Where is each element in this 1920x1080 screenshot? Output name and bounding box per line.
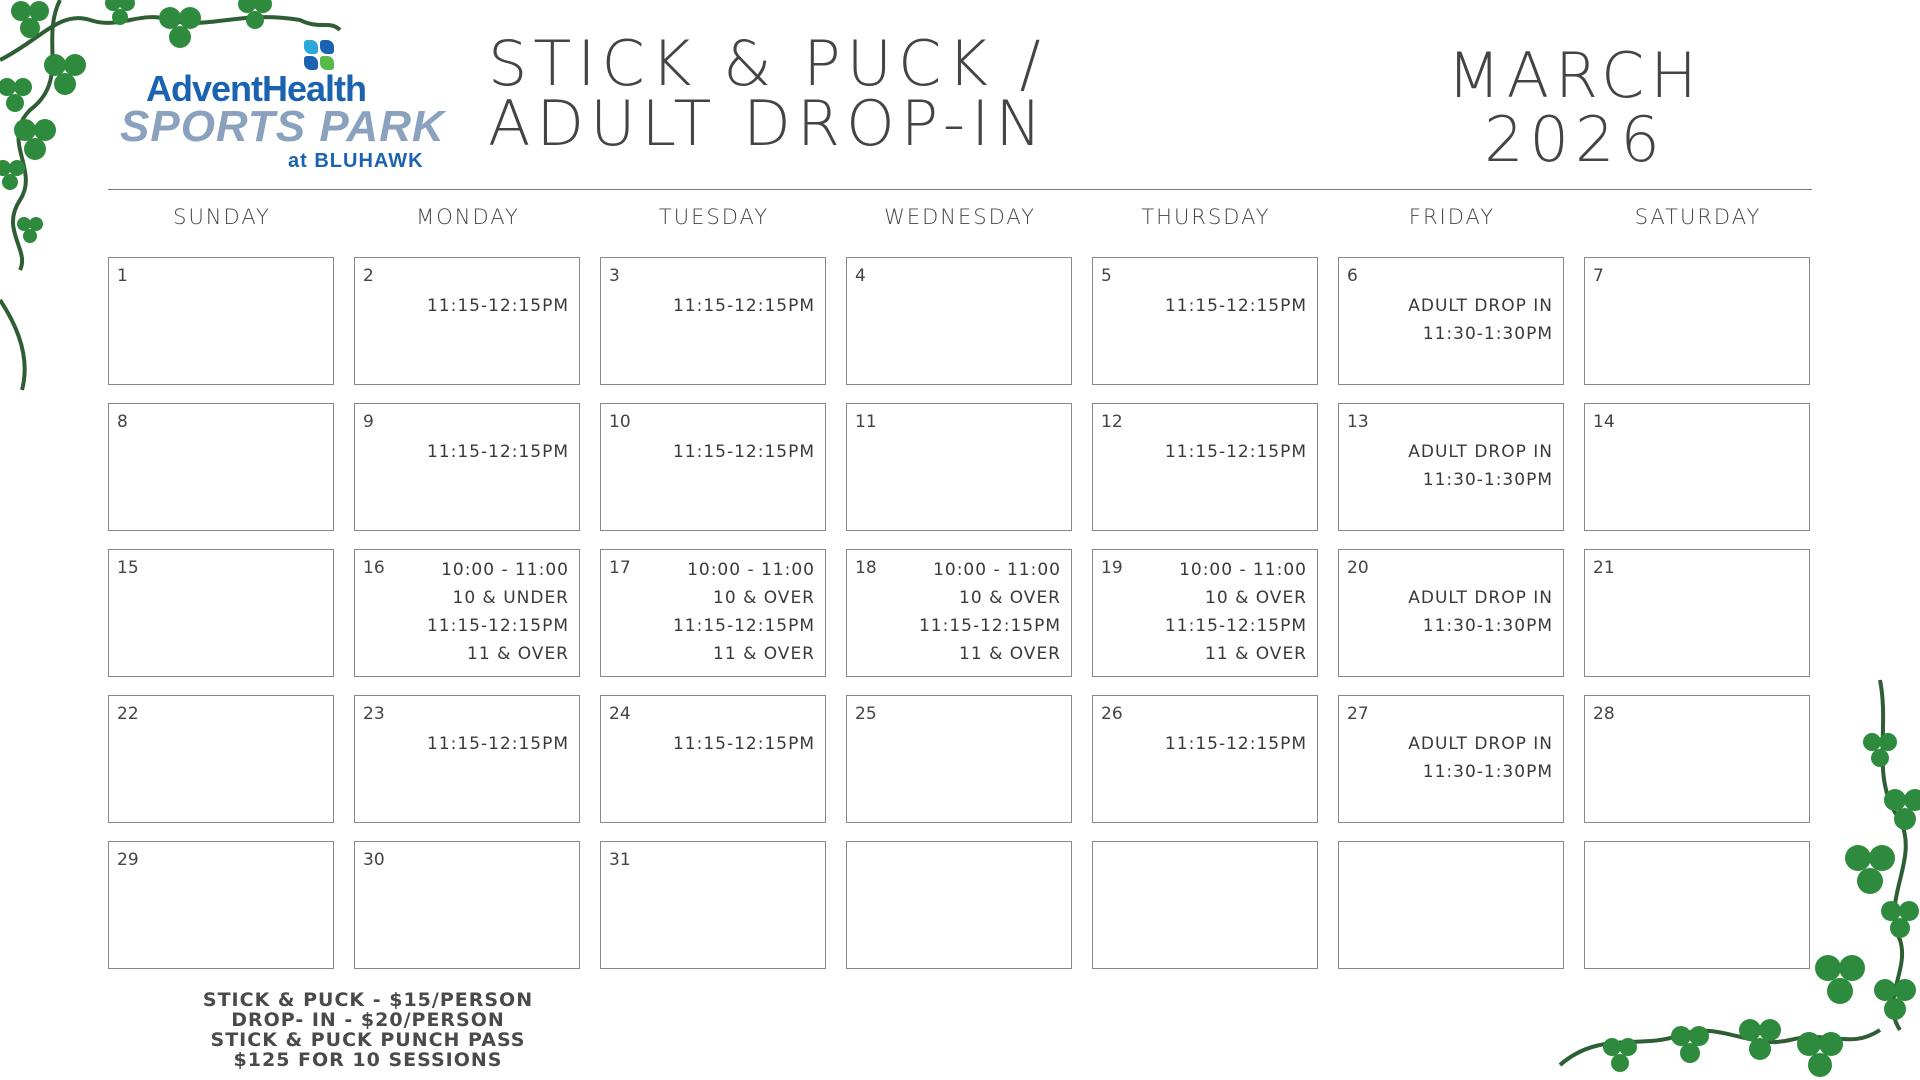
day-events (427, 292, 569, 320)
event-line: 10 & UNDER (452, 588, 569, 608)
weekday-thursday: THURSDAY (1141, 205, 1271, 229)
adventhealth-sports-park-logo (118, 38, 458, 172)
weekday-sunday: SUNDAY (173, 205, 271, 229)
day-number: 28 (1593, 704, 1615, 724)
day-cell (1092, 403, 1318, 531)
day-number: 23 (363, 704, 385, 724)
page-title: STICK & PUCK / ADULT DROP-IN (488, 27, 1048, 160)
day-number: 1 (117, 266, 128, 286)
day-cell (1338, 257, 1564, 385)
calendar-grid (108, 257, 1812, 972)
weekday-tuesday: TUESDAY (658, 205, 770, 229)
event-line: 10:00 - 11:00 (933, 560, 1061, 580)
day-number: 15 (117, 558, 139, 578)
event-line: 10:00 - 11:00 (441, 560, 569, 580)
day-number: 18 (855, 558, 877, 578)
day-cell (108, 695, 334, 823)
day-number: 16 (363, 558, 385, 578)
event-line: 10 & OVER (1205, 588, 1307, 608)
day-number: 4 (855, 266, 866, 286)
day-events (919, 556, 1061, 668)
event-line: 11:15-12:15PM (672, 296, 815, 316)
day-events (1165, 292, 1307, 320)
event-line: 11:15-12:15PM (426, 296, 569, 316)
day-events (1165, 556, 1307, 668)
event-line: 11:15-12:15PM (672, 616, 815, 636)
day-number: 20 (1347, 558, 1369, 578)
day-cell (1092, 841, 1318, 969)
weekday-monday: MONDAY (416, 205, 520, 229)
day-number: 19 (1101, 558, 1123, 578)
event-line: 11:15-12:15PM (426, 734, 569, 754)
day-number: 2 (363, 266, 374, 286)
day-cell (1092, 257, 1318, 385)
day-number: 13 (1347, 412, 1369, 432)
event-line: 11:15-12:15PM (672, 734, 815, 754)
event-line: 10 & OVER (959, 588, 1061, 608)
day-cell (1584, 841, 1810, 969)
event-line: 11:15-12:15PM (672, 442, 815, 462)
day-events (673, 730, 815, 758)
day-events (427, 438, 569, 466)
day-cell (354, 695, 580, 823)
day-number: 5 (1101, 266, 1112, 286)
day-events (673, 438, 815, 466)
event-line: 11:15-12:15PM (1164, 616, 1307, 636)
logo-line-bluhawk: at BLUHAWK (288, 150, 424, 172)
event-line: 10:00 - 11:00 (1179, 560, 1307, 580)
day-cell (846, 695, 1072, 823)
weekday-wednesday: WEDNESDAY (884, 205, 1036, 229)
event-line: 10 & OVER (713, 588, 815, 608)
event-line: 11:15-12:15PM (426, 616, 569, 636)
event-line: 11 & OVER (1205, 644, 1307, 664)
day-number: 6 (1347, 266, 1358, 286)
day-number: 3 (609, 266, 620, 286)
day-events (1408, 584, 1553, 640)
weekday-friday: FRIDAY (1408, 205, 1496, 229)
day-cell (846, 403, 1072, 531)
day-cell (108, 403, 334, 531)
event-line: ADULT DROP IN (1408, 442, 1553, 462)
weekday-saturday: SATURDAY (1634, 205, 1762, 229)
day-cell (1338, 549, 1564, 677)
day-number: 22 (117, 704, 139, 724)
day-events (427, 556, 569, 668)
day-number: 10 (609, 412, 631, 432)
pricing-line: $125 FOR 10 SESSIONS (233, 1049, 503, 1071)
day-events (1408, 292, 1553, 348)
event-line: 11 & OVER (713, 644, 815, 664)
day-events (1408, 730, 1553, 786)
day-number: 14 (1593, 412, 1615, 432)
header-divider (108, 189, 1812, 190)
year-label: 2026 (1484, 103, 1666, 176)
day-cell (846, 257, 1072, 385)
day-cell (600, 695, 826, 823)
event-line: 11:15-12:15PM (1164, 442, 1307, 462)
day-number: 21 (1593, 558, 1615, 578)
logo-line-adventhealth: AdventHealth (146, 68, 367, 109)
day-number: 8 (117, 412, 128, 432)
event-line: 11 & OVER (959, 644, 1061, 664)
day-cell (354, 549, 580, 677)
day-number: 11 (855, 412, 877, 432)
day-number: 9 (363, 412, 374, 432)
event-line: 11:30-1:30PM (1422, 762, 1553, 782)
day-number: 26 (1101, 704, 1123, 724)
day-cell (1338, 841, 1564, 969)
event-line: 11:30-1:30PM (1422, 616, 1553, 636)
event-line: 11:15-12:15PM (1164, 296, 1307, 316)
day-cell (600, 841, 826, 969)
day-cell (354, 841, 580, 969)
day-cell (846, 549, 1072, 677)
day-number: 24 (609, 704, 631, 724)
day-number: 7 (1593, 266, 1604, 286)
day-cell (600, 549, 826, 677)
weekday-header-row (108, 205, 1812, 235)
day-cell (108, 257, 334, 385)
event-line: ADULT DROP IN (1408, 734, 1553, 754)
day-cell (1584, 549, 1810, 677)
day-events (1165, 730, 1307, 758)
pricing-line: DROP- IN - $20/PERSON (231, 1009, 505, 1031)
day-cell (354, 257, 580, 385)
event-line: ADULT DROP IN (1408, 588, 1553, 608)
day-number: 12 (1101, 412, 1123, 432)
event-line: 11:30-1:30PM (1422, 324, 1553, 344)
day-cell (108, 841, 334, 969)
day-cell (846, 841, 1072, 969)
day-cell (600, 257, 826, 385)
day-cell (1338, 403, 1564, 531)
event-line: ADULT DROP IN (1408, 296, 1553, 316)
pricing-line: STICK & PUCK PUNCH PASS (210, 1029, 526, 1051)
day-number: 25 (855, 704, 877, 724)
day-cell (354, 403, 580, 531)
day-cell (108, 549, 334, 677)
day-events (1165, 438, 1307, 466)
event-line: 11:15-12:15PM (426, 442, 569, 462)
pricing-info (200, 990, 536, 1070)
day-events (673, 292, 815, 320)
day-cell (600, 403, 826, 531)
day-number: 17 (609, 558, 631, 578)
day-cell (1338, 695, 1564, 823)
month-year (1440, 39, 1710, 176)
day-number: 31 (609, 850, 631, 870)
day-number: 29 (117, 850, 139, 870)
pricing-line: STICK & PUCK - $15/PERSON (202, 989, 534, 1011)
event-line: 11:30-1:30PM (1422, 470, 1553, 490)
day-events (427, 730, 569, 758)
day-cell (1584, 403, 1810, 531)
day-number: 27 (1347, 704, 1369, 724)
month-label: MARCH (1447, 39, 1703, 112)
logo-line-sports-park: SPORTS PARK (120, 102, 445, 151)
day-cell (1584, 257, 1810, 385)
event-line: 11:15-12:15PM (918, 616, 1061, 636)
event-line: 11 & OVER (467, 644, 569, 664)
day-cell (1092, 549, 1318, 677)
day-number: 30 (363, 850, 385, 870)
day-events (1408, 438, 1553, 494)
event-line: 10:00 - 11:00 (687, 560, 815, 580)
day-events (673, 556, 815, 668)
event-line: 11:15-12:15PM (1164, 734, 1307, 754)
day-cell (1092, 695, 1318, 823)
day-cell (1584, 695, 1810, 823)
